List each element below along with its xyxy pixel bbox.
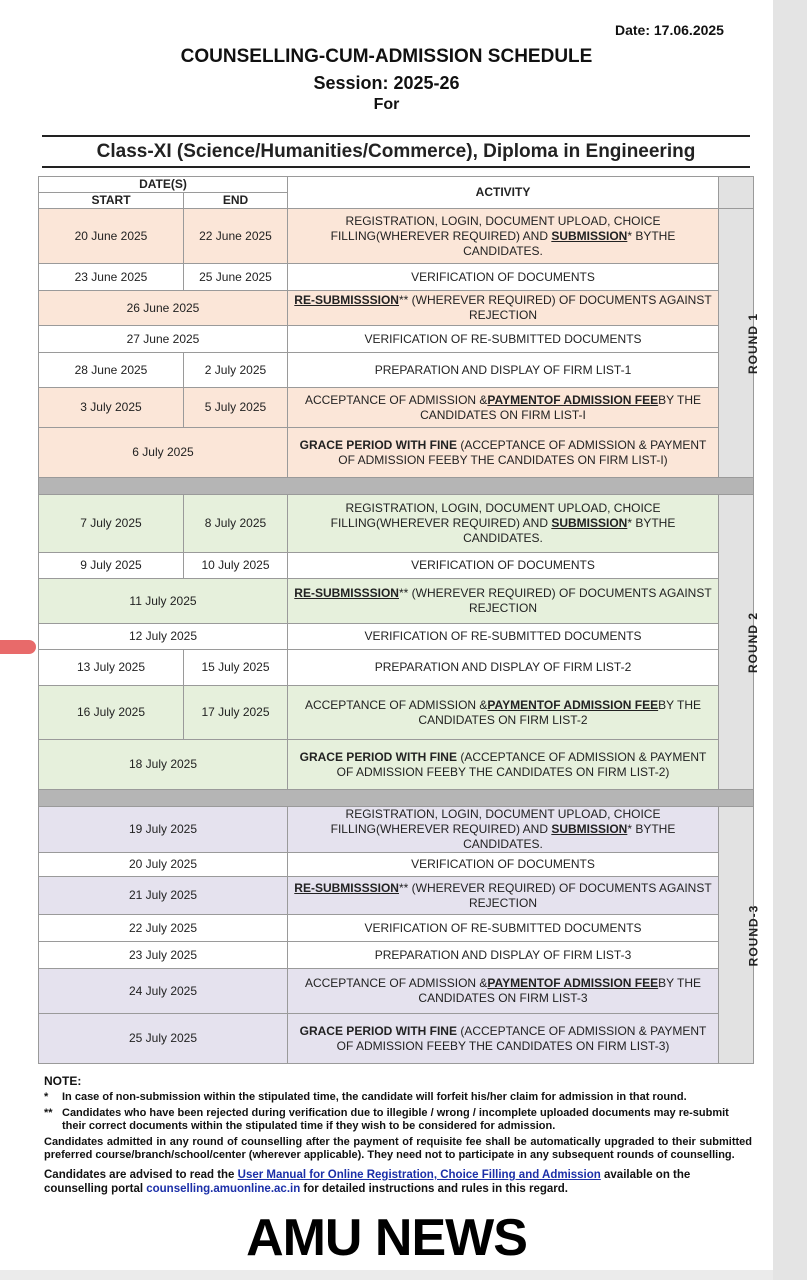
- date-cell: 11 July 2025: [39, 579, 288, 624]
- end-date-cell: 17 July 2025: [184, 686, 288, 740]
- date-cell: 19 July 2025: [39, 807, 288, 853]
- document-subtitle: Class-XI (Science/Humanities/Commerce), Diploma in Engineering: [96, 141, 696, 162]
- date-cell: 22 July 2025: [39, 915, 288, 942]
- start-date-cell: 28 June 2025: [39, 353, 184, 388]
- table-row: [39, 807, 754, 853]
- date-cell: 21 July 2025: [39, 877, 288, 915]
- table-row: [39, 877, 754, 915]
- end-date-cell: 25 June 2025: [184, 264, 288, 291]
- date-cell: 25 July 2025: [39, 1014, 288, 1064]
- activity-cell: GRACE PERIOD WITH FINE (ACCEPTANCE OF ADMISSION & PAYMENT OF ADMISSION FEEBY THE CANDIDATES ON FIRM LIST-3): [288, 1014, 719, 1064]
- start-date-cell: 3 July 2025: [39, 388, 184, 428]
- activity-cell: VERIFICATION OF DOCUMENTS: [288, 853, 719, 877]
- table-row: [39, 495, 754, 553]
- table-row: [39, 353, 754, 388]
- for-label: For: [373, 96, 400, 113]
- end-date-cell: 15 July 2025: [184, 650, 288, 686]
- activity-cell: REGISTRATION, LOGIN, DOCUMENT UPLOAD, CHOICE FILLING(WHEREVER REQUIRED) AND SUBMISSION* BYTHE CANDIDATES.: [288, 209, 719, 264]
- session-label: Session: 2025-26: [313, 73, 460, 93]
- table-row: [39, 553, 754, 579]
- table-row: [39, 686, 754, 740]
- notes-heading: NOTE:: [44, 1074, 82, 1088]
- round-2-label: ROUND 2: [719, 495, 754, 790]
- activity-cell: ACCEPTANCE OF ADMISSION &PAYMENTOF ADMISSION FEEBY THE CANDIDATES ON FIRM LIST-I: [288, 388, 719, 428]
- divider-top: [42, 135, 750, 137]
- header-end: END: [184, 193, 288, 209]
- table-row: [39, 388, 754, 428]
- table-row: [39, 579, 754, 624]
- table-row: [39, 428, 754, 478]
- document-date: Date: 17.06.2025: [615, 22, 724, 38]
- header-start: START: [39, 193, 184, 209]
- round-3-label: ROUND-3: [719, 807, 754, 1064]
- table-row: [39, 209, 754, 264]
- table-row: [39, 624, 754, 650]
- activity-cell: PREPARATION AND DISPLAY OF FIRM LIST-3: [288, 942, 719, 969]
- date-cell: 20 July 2025: [39, 853, 288, 877]
- table-row: [39, 942, 754, 969]
- round-1-label: ROUND 1: [719, 209, 754, 478]
- note-advise: Candidates are advised to read the User Manual for Online Registration, Choice Filling and Admission available on the counselling portal counselling.amuonline.ac.in for detailed instructions and rules in this regard.: [44, 1169, 691, 1195]
- note-item: ** Candidates who have been rejected during verification due to illegible / wrong / incomplete uploaded documents may re-submit their correct documents within the stipulated time if they wish to be considered for admission.: [44, 1107, 729, 1132]
- start-date-cell: 16 July 2025: [39, 686, 184, 740]
- header-round-blank: [719, 177, 754, 209]
- activity-cell: VERIFICATION OF DOCUMENTS: [288, 264, 719, 291]
- divider-bottom: [42, 166, 750, 168]
- table-row: [39, 264, 754, 291]
- activity-cell: VERIFICATION OF RE-SUBMITTED DOCUMENTS: [288, 326, 719, 353]
- start-date-cell: 20 June 2025: [39, 209, 184, 264]
- activity-cell: GRACE PERIOD WITH FINE (ACCEPTANCE OF ADMISSION & PAYMENT OF ADMISSION FEEBY THE CANDIDATES ON FIRM LIST-2): [288, 740, 719, 790]
- date-cell: 18 July 2025: [39, 740, 288, 790]
- round-separator: [39, 478, 754, 495]
- start-date-cell: 9 July 2025: [39, 553, 184, 579]
- date-cell: 24 July 2025: [39, 969, 288, 1014]
- activity-cell: VERIFICATION OF RE-SUBMITTED DOCUMENTS: [288, 915, 719, 942]
- note-upgrade: Candidates admitted in any round of counselling after the payment of requisite fee shall be automatically upgraded to their submitted preferred course/branch/school/center (wherever applicable). They need not to participate in any subsequent rounds of counselling.: [44, 1136, 752, 1161]
- watermark-text: AMU NEWS: [246, 1209, 527, 1267]
- schedule-table: [38, 176, 761, 1064]
- end-date-cell: 10 July 2025: [184, 553, 288, 579]
- date-cell: 23 July 2025: [39, 942, 288, 969]
- table-row: [39, 740, 754, 790]
- activity-cell: ACCEPTANCE OF ADMISSION &PAYMENTOF ADMISSION FEEBY THE CANDIDATES ON FIRM LIST-2: [288, 686, 719, 740]
- end-date-cell: 22 June 2025: [184, 209, 288, 264]
- highlight-marker: [0, 640, 36, 654]
- table-row: [39, 969, 754, 1014]
- activity-cell: GRACE PERIOD WITH FINE (ACCEPTANCE OF ADMISSION & PAYMENT OF ADMISSION FEEBY THE CANDIDATES ON FIRM LIST-I): [288, 428, 719, 478]
- activity-cell: REGISTRATION, LOGIN, DOCUMENT UPLOAD, CHOICE FILLING(WHEREVER REQUIRED) AND SUBMISSION* BYTHE CANDIDATES.: [288, 495, 719, 553]
- activity-cell: ACCEPTANCE OF ADMISSION &PAYMENTOF ADMISSION FEEBY THE CANDIDATES ON FIRM LIST-3: [288, 969, 719, 1014]
- date-cell: 27 June 2025: [39, 326, 288, 353]
- date-cell: 6 July 2025: [39, 428, 288, 478]
- table-row: [39, 326, 754, 353]
- table-row: [39, 915, 754, 942]
- activity-cell: RE-SUBMISSSION** (WHEREVER REQUIRED) OF DOCUMENTS AGAINST REJECTION: [288, 877, 719, 915]
- table-row: [39, 291, 754, 326]
- table-row: [39, 650, 754, 686]
- end-date-cell: 8 July 2025: [184, 495, 288, 553]
- activity-cell: REGISTRATION, LOGIN, DOCUMENT UPLOAD, CHOICE FILLING(WHEREVER REQUIRED) AND SUBMISSION* BYTHE CANDIDATES.: [288, 807, 719, 853]
- start-date-cell: 7 July 2025: [39, 495, 184, 553]
- document-title: COUNSELLING-CUM-ADMISSION SCHEDULE: [180, 46, 593, 67]
- activity-cell: RE-SUBMISSSION** (WHEREVER REQUIRED) OF DOCUMENTS AGAINST REJECTION: [288, 291, 719, 326]
- note-item: * In case of non-submission within the stipulated time, the candidate will forfeit his/her claim for admission in that round.: [44, 1091, 687, 1103]
- activity-cell: RE-SUBMISSSION** (WHEREVER REQUIRED) OF DOCUMENTS AGAINST REJECTION: [288, 579, 719, 624]
- user-manual-link[interactable]: User Manual for Online Registration, Choice Filling and Admission: [237, 1169, 601, 1181]
- start-date-cell: 23 June 2025: [39, 264, 184, 291]
- header-dates: DATE(S): [39, 177, 288, 193]
- table-row: [39, 1014, 754, 1064]
- page-edge: [773, 0, 807, 1280]
- activity-cell: VERIFICATION OF RE-SUBMITTED DOCUMENTS: [288, 624, 719, 650]
- activity-cell: VERIFICATION OF DOCUMENTS: [288, 553, 719, 579]
- end-date-cell: 5 July 2025: [184, 388, 288, 428]
- date-cell: 12 July 2025: [39, 624, 288, 650]
- date-cell: 26 June 2025: [39, 291, 288, 326]
- activity-cell: PREPARATION AND DISPLAY OF FIRM LIST-2: [288, 650, 719, 686]
- start-date-cell: 13 July 2025: [39, 650, 184, 686]
- notes-section: [44, 1075, 752, 1196]
- end-date-cell: 2 July 2025: [184, 353, 288, 388]
- table-row: [39, 853, 754, 877]
- activity-cell: PREPARATION AND DISPLAY OF FIRM LIST-1: [288, 353, 719, 388]
- header-activity: ACTIVITY: [288, 177, 719, 209]
- portal-link[interactable]: counselling.amuonline.ac.in: [146, 1183, 301, 1195]
- round-separator: [39, 790, 754, 807]
